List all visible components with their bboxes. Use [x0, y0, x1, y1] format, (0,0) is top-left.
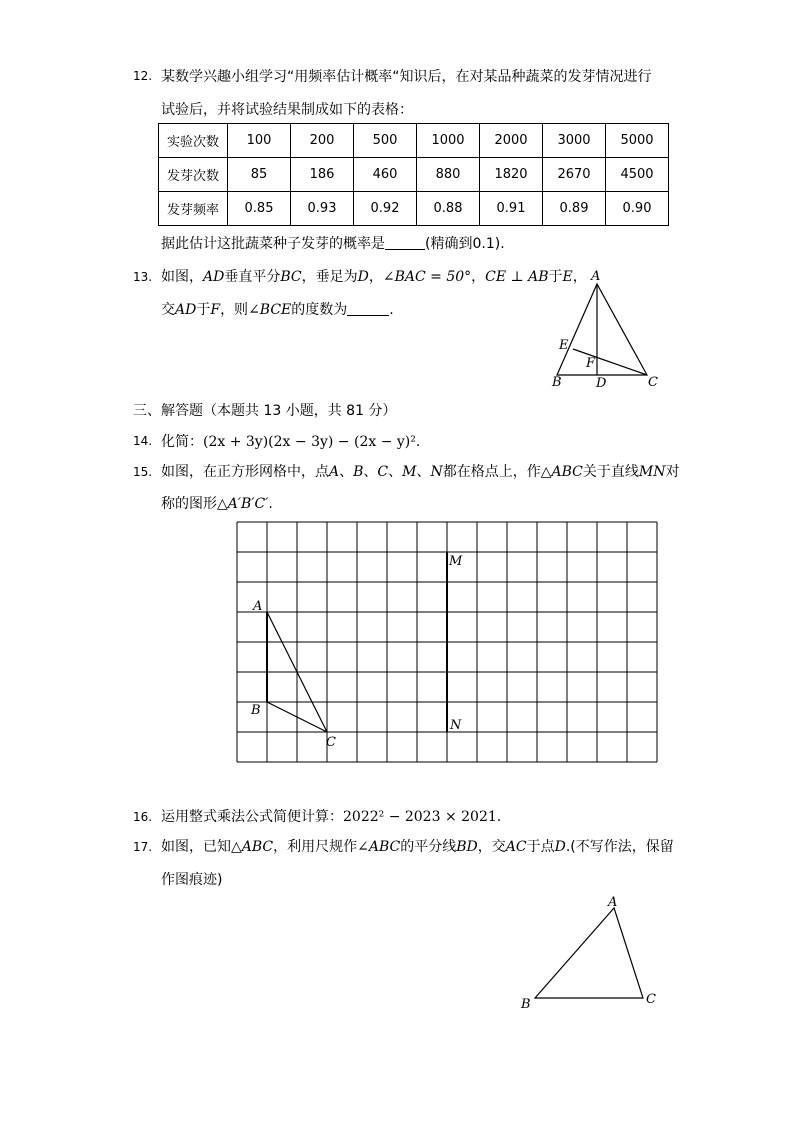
table-cell-header: 发芽次数: [159, 158, 228, 192]
label-m: M: [449, 554, 463, 569]
q13-text: ，则: [220, 302, 249, 318]
q13-line1: [161, 266, 587, 286]
math-angle-bac: ∠BAC = 50°: [382, 269, 472, 285]
math-segment-ac: AC: [505, 839, 527, 855]
answer-blank[interactable]: [385, 237, 425, 250]
table-cell: 0.88: [417, 192, 480, 226]
q16-text: 运用整式乘法公式简便计算：: [161, 809, 343, 825]
math-segment-bc: BC: [280, 269, 302, 285]
q16-expression: 2022² − 2023 × 2021: [343, 809, 497, 825]
q14-number: 14.: [133, 434, 153, 448]
q15-text: 对: [665, 464, 680, 480]
q13-text: 于: [196, 302, 211, 318]
table-cell-header: 发芽频率: [159, 192, 228, 226]
segment-ce: [573, 349, 647, 375]
q12-line1: 某数学兴趣小组学习“用频率估计概率“知识后，在对某品种蔬菜的发芽情况进行: [161, 69, 652, 85]
q13-text: .: [389, 302, 394, 318]
math-point-d: D: [357, 269, 369, 285]
q15-text: .: [268, 496, 273, 512]
q15-text: 、: [339, 464, 354, 480]
q13-text: 于: [548, 269, 563, 285]
label-a: A: [253, 599, 263, 614]
table-cell: 500: [354, 124, 417, 158]
table-cell: 0.85: [228, 192, 291, 226]
table-cell: 1000: [417, 124, 480, 158]
q13-line2: [161, 299, 394, 319]
q17-text: 于点: [526, 839, 555, 855]
table-cell: 186: [291, 158, 354, 192]
table-row: [159, 124, 669, 158]
q15-text: 都在格点上，作: [442, 464, 541, 480]
table-cell: 460: [354, 158, 417, 192]
label-c: C: [648, 375, 658, 390]
triangle-abc: [535, 908, 643, 998]
math-point-c: C: [377, 464, 389, 480]
q13-triangle-figure: [540, 262, 670, 392]
math-point-d: D: [554, 839, 566, 855]
q13-text: 的度数为: [291, 302, 348, 318]
math-segment-ad: AD: [175, 302, 197, 318]
q14-expression: (2x + 3y)(2x − 3y) − (2x − y)²: [203, 434, 416, 450]
label-e: E: [559, 338, 569, 353]
q17-triangle-figure: [515, 890, 665, 1015]
q16-number: 16.: [133, 810, 153, 824]
table-cell: 0.93: [291, 192, 354, 226]
math-point-f: F: [210, 302, 221, 318]
math-point-e: E: [562, 269, 573, 285]
table-cell: 2000: [480, 124, 543, 158]
q17-line2: 作图痕迹): [161, 872, 223, 888]
table-cell: 0.89: [543, 192, 606, 226]
table-row: [159, 192, 669, 226]
math-segment-bd: BD: [456, 839, 478, 855]
math-point-b: B: [353, 464, 364, 480]
label-f: F: [586, 356, 596, 371]
table-cell: 1820: [480, 158, 543, 192]
q17-number: 17.: [133, 840, 153, 854]
q17-text: .(不写作法，保留: [565, 839, 674, 855]
label-n: N: [450, 718, 462, 733]
section-heading: 三、解答题（本题共 13 小题，共 81 分）: [133, 403, 397, 419]
math-triangle-abc: △ABC: [540, 464, 583, 480]
math-triangle-image: △A′B′C′: [217, 496, 269, 512]
q15-text: 、: [388, 464, 403, 480]
q13-text: 垂直平分: [224, 269, 281, 285]
q13-text: ，: [572, 269, 587, 285]
q17-text: ，利用尺规作: [273, 839, 358, 855]
table-cell: 0.91: [480, 192, 543, 226]
table-cell: 200: [291, 124, 354, 158]
math-perpendicular: CE ⊥ AB: [485, 269, 549, 285]
label-a: A: [591, 269, 601, 284]
q13-text: ，垂足为: [301, 269, 358, 285]
q16-text: .: [496, 809, 502, 825]
q13-text: ，: [368, 269, 383, 285]
math-point-m: M: [402, 464, 417, 480]
q17-text: ，交: [477, 839, 506, 855]
math-angle-abc: ∠ABC: [357, 839, 401, 855]
q16-line: [161, 806, 501, 826]
label-b: B: [552, 375, 562, 390]
table-cell: 5000: [606, 124, 669, 158]
table-cell: 0.92: [354, 192, 417, 226]
q15-text: 、: [416, 464, 431, 480]
table-row: [159, 158, 669, 192]
q12-line2: 试验后，并将试验结果制成如下的表格：: [161, 102, 413, 118]
q15-grid-figure: [230, 515, 666, 770]
q15-text: 如图，在正方形网格中，点: [161, 464, 329, 480]
table-cell: 85: [228, 158, 291, 192]
q14-line: [161, 431, 420, 451]
q15-text: 、: [363, 464, 378, 480]
table-cell: 4500: [606, 158, 669, 192]
label-c: C: [326, 735, 336, 750]
math-angle-bce: ∠BCE: [248, 302, 292, 318]
q12-answer-hint: (精确到0.1).: [425, 236, 505, 252]
q13-text: 如图，: [161, 269, 203, 285]
q15-text: 称的图形: [161, 496, 217, 512]
label-a: A: [608, 895, 618, 910]
q12-answer-line: [161, 233, 505, 253]
math-point-a: A: [329, 464, 340, 480]
label-d: D: [596, 376, 607, 391]
q12-answer-prompt: 据此估计这批蔬菜种子发芽的概率是: [161, 236, 385, 252]
q17-line1: [161, 836, 674, 856]
table-cell-header: 实验次数: [159, 124, 228, 158]
triangle-abc: [557, 284, 647, 375]
q13-number: 13.: [133, 270, 153, 284]
q15-number: 15.: [133, 465, 153, 479]
answer-blank[interactable]: [347, 303, 389, 316]
q15-line1: [161, 461, 679, 481]
math-segment-ad: AD: [203, 269, 225, 285]
label-c: C: [646, 992, 656, 1007]
label-b: B: [251, 703, 261, 718]
math-triangle-abc: △ABC: [231, 839, 274, 855]
table-cell: 3000: [543, 124, 606, 158]
q15-text: 关于直线: [582, 464, 639, 480]
table-cell: 100: [228, 124, 291, 158]
q15-line2: [161, 493, 273, 513]
math-point-n: N: [430, 464, 443, 480]
math-line-mn: MN: [638, 464, 666, 480]
q14-text: .: [415, 434, 421, 450]
q17-text: 如图，已知: [161, 839, 231, 855]
q17-text: 的平分线: [400, 839, 457, 855]
q12-data-table: [158, 123, 669, 226]
q12-number: 12.: [133, 69, 153, 83]
label-b: B: [521, 997, 531, 1012]
q13-text: 交: [161, 302, 175, 318]
table-cell: 2670: [543, 158, 606, 192]
q14-text: 化简：: [161, 434, 203, 450]
table-cell: 0.90: [606, 192, 669, 226]
table-cell: 880: [417, 158, 480, 192]
q13-text: ，: [471, 269, 486, 285]
